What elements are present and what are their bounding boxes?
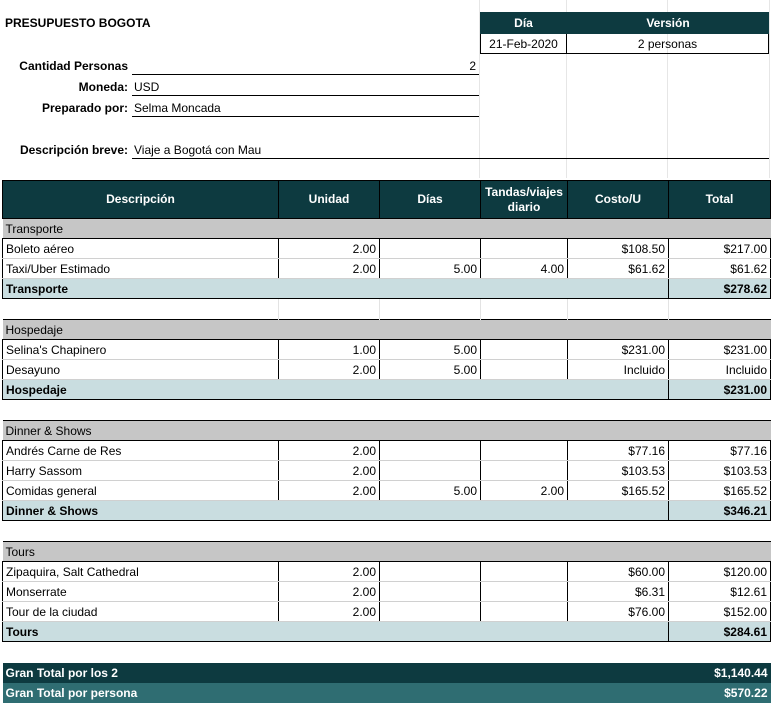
- table-header-row: [3, 181, 771, 219]
- cell-total[interactable]: Incluido: [669, 360, 771, 380]
- budget-table: [2, 180, 771, 703]
- descripcion-underline: [132, 158, 769, 159]
- cell-desc[interactable]: Comidas general: [3, 481, 279, 501]
- cell-tandas[interactable]: [481, 562, 568, 582]
- cell-total[interactable]: $231.00: [669, 340, 771, 360]
- subtotal-row: [3, 380, 771, 400]
- version-header: Versión: [567, 12, 769, 34]
- col-dias[interactable]: Días: [380, 181, 481, 219]
- spacer-row: [3, 400, 771, 421]
- version-value[interactable]: 2 personas: [566, 34, 769, 54]
- moneda-label: Moneda:: [78, 80, 128, 94]
- subtotal-value[interactable]: $346.21: [669, 501, 771, 521]
- subtotal-value[interactable]: $231.00: [669, 380, 771, 400]
- grand-total-row: [3, 663, 771, 683]
- descripcion-label: Descripción breve:: [19, 143, 128, 157]
- cell-total[interactable]: $152.00: [669, 602, 771, 622]
- cell-dias[interactable]: 5.00: [380, 360, 481, 380]
- cell-total[interactable]: $165.52: [669, 481, 771, 501]
- table-row: [3, 340, 771, 360]
- descripcion-value[interactable]: Viaje a Bogotá con Mau: [134, 143, 262, 157]
- col-tandas[interactable]: Tandas/viajes diario: [481, 181, 568, 219]
- cell-tandas[interactable]: 2.00: [481, 481, 568, 501]
- personas-underline: [132, 74, 479, 75]
- table-row: [3, 259, 771, 279]
- per-person-row: [3, 683, 771, 703]
- col-total[interactable]: Total: [669, 181, 771, 219]
- spacer-row: [3, 521, 771, 542]
- cell-dias[interactable]: [380, 239, 481, 259]
- cell-tandas[interactable]: [481, 239, 568, 259]
- cell-unidad[interactable]: 2.00: [279, 360, 380, 380]
- preparado-value[interactable]: Selma Moncada: [134, 101, 221, 115]
- moneda-value[interactable]: USD: [134, 80, 160, 94]
- cell-tandas[interactable]: [481, 340, 568, 360]
- cell-costo[interactable]: $76.00: [568, 602, 669, 622]
- cell-unidad[interactable]: 2.00: [279, 441, 380, 461]
- per-person-value[interactable]: $570.22: [669, 683, 771, 703]
- cell-total[interactable]: $77.16: [669, 441, 771, 461]
- cell-dias[interactable]: [380, 582, 481, 602]
- cell-costo[interactable]: $103.53: [568, 461, 669, 481]
- cell-unidad[interactable]: 2.00: [279, 461, 380, 481]
- personas-label: Cantidad Personas: [19, 59, 128, 73]
- cell-total[interactable]: $120.00: [669, 562, 771, 582]
- cell-desc[interactable]: Harry Sassom: [3, 461, 279, 481]
- grand-total-value[interactable]: $1,140.44: [669, 663, 771, 683]
- cell-dias[interactable]: 5.00: [380, 340, 481, 360]
- grand-total-label[interactable]: Gran Total por los 2: [3, 663, 669, 683]
- cell-dias[interactable]: [380, 461, 481, 481]
- subtotal-label[interactable]: Tours: [3, 622, 669, 642]
- section-name[interactable]: Tours: [3, 542, 771, 562]
- cell-total[interactable]: $12.61: [669, 582, 771, 602]
- cell-costo[interactable]: $61.62: [568, 259, 669, 279]
- cell-desc[interactable]: Monserrate: [3, 582, 279, 602]
- sheet-title: PRESUPUESTO BOGOTA: [5, 16, 151, 30]
- subtotal-label[interactable]: Transporte: [3, 279, 669, 299]
- section-row: [3, 542, 771, 562]
- cell-total[interactable]: $61.62: [669, 259, 771, 279]
- cell-desc[interactable]: Andrés Carne de Res: [3, 441, 279, 461]
- cell-dias[interactable]: [380, 562, 481, 582]
- cell-tandas[interactable]: [481, 360, 568, 380]
- spacer-row: [3, 299, 771, 320]
- cell-unidad[interactable]: 2.00: [279, 259, 380, 279]
- preparado-underline: [132, 116, 479, 117]
- cell-dias[interactable]: 5.00: [380, 259, 481, 279]
- cell-desc[interactable]: Desayuno: [3, 360, 279, 380]
- spacer-row: [3, 642, 771, 663]
- cell-unidad[interactable]: 2.00: [279, 582, 380, 602]
- cell-costo[interactable]: Incluido: [568, 360, 669, 380]
- cell-costo[interactable]: $165.52: [568, 481, 669, 501]
- subtotal-value[interactable]: $284.61: [669, 622, 771, 642]
- cell-costo[interactable]: $231.00: [568, 340, 669, 360]
- cell-tandas[interactable]: [481, 461, 568, 481]
- cell-desc[interactable]: Selina's Chapinero: [3, 340, 279, 360]
- cell-unidad[interactable]: 2.00: [279, 481, 380, 501]
- cell-costo[interactable]: $108.50: [568, 239, 669, 259]
- subtotal-row: [3, 501, 771, 521]
- per-person-label[interactable]: Gran Total por persona: [3, 683, 669, 703]
- section-row: [3, 421, 771, 441]
- moneda-underline: [132, 95, 479, 96]
- cell-dias[interactable]: 5.00: [380, 481, 481, 501]
- preparado-label: Preparado por:: [41, 101, 128, 115]
- cell-dias[interactable]: [380, 602, 481, 622]
- gridline: [769, 0, 770, 178]
- section-name[interactable]: Transporte: [3, 219, 771, 239]
- cell-tandas[interactable]: 4.00: [481, 259, 568, 279]
- section-row: [3, 320, 771, 340]
- table-row: [3, 461, 771, 481]
- table-row: [3, 582, 771, 602]
- cell-desc[interactable]: Zipaquira, Salt Cathedral: [3, 562, 279, 582]
- subtotal-row: [3, 279, 771, 299]
- col-descripcion[interactable]: Descripción: [3, 181, 279, 219]
- cell-desc[interactable]: Boleto aéreo: [3, 239, 279, 259]
- cell-tandas[interactable]: [481, 602, 568, 622]
- section-row: [3, 219, 771, 239]
- cell-total[interactable]: $217.00: [669, 239, 771, 259]
- cell-total[interactable]: $103.53: [669, 461, 771, 481]
- cell-unidad[interactable]: 2.00: [279, 239, 380, 259]
- table-row: [3, 441, 771, 461]
- table-row: [3, 239, 771, 259]
- cell-unidad[interactable]: 2.00: [279, 562, 380, 582]
- cell-tandas[interactable]: [481, 582, 568, 602]
- table-row: [3, 602, 771, 622]
- subtotal-label[interactable]: Dinner & Shows: [3, 501, 669, 521]
- cell-dias[interactable]: [380, 441, 481, 461]
- table-row: [3, 481, 771, 501]
- cell-tandas[interactable]: [481, 441, 568, 461]
- table-row: [3, 360, 771, 380]
- col-unidad[interactable]: Unidad: [279, 181, 380, 219]
- subtotal-label[interactable]: Hospedaje: [3, 380, 669, 400]
- cell-costo[interactable]: $77.16: [568, 441, 669, 461]
- subtotal-value[interactable]: $278.62: [669, 279, 771, 299]
- cell-unidad[interactable]: 1.00: [279, 340, 380, 360]
- subtotal-row: [3, 622, 771, 642]
- cell-desc[interactable]: Taxi/Uber Estimado: [3, 259, 279, 279]
- personas-value[interactable]: 2: [469, 59, 476, 73]
- cell-costo[interactable]: $6.31: [568, 582, 669, 602]
- section-name[interactable]: Dinner & Shows: [3, 421, 771, 441]
- col-costo[interactable]: Costo/U: [568, 181, 669, 219]
- cell-desc[interactable]: Tour de la ciudad: [3, 602, 279, 622]
- cell-unidad[interactable]: 2.00: [279, 602, 380, 622]
- dia-value[interactable]: 21-Feb-2020: [480, 34, 567, 54]
- dia-header: Día: [480, 12, 567, 34]
- section-name[interactable]: Hospedaje: [3, 320, 771, 340]
- cell-costo[interactable]: $60.00: [568, 562, 669, 582]
- table-row: [3, 562, 771, 582]
